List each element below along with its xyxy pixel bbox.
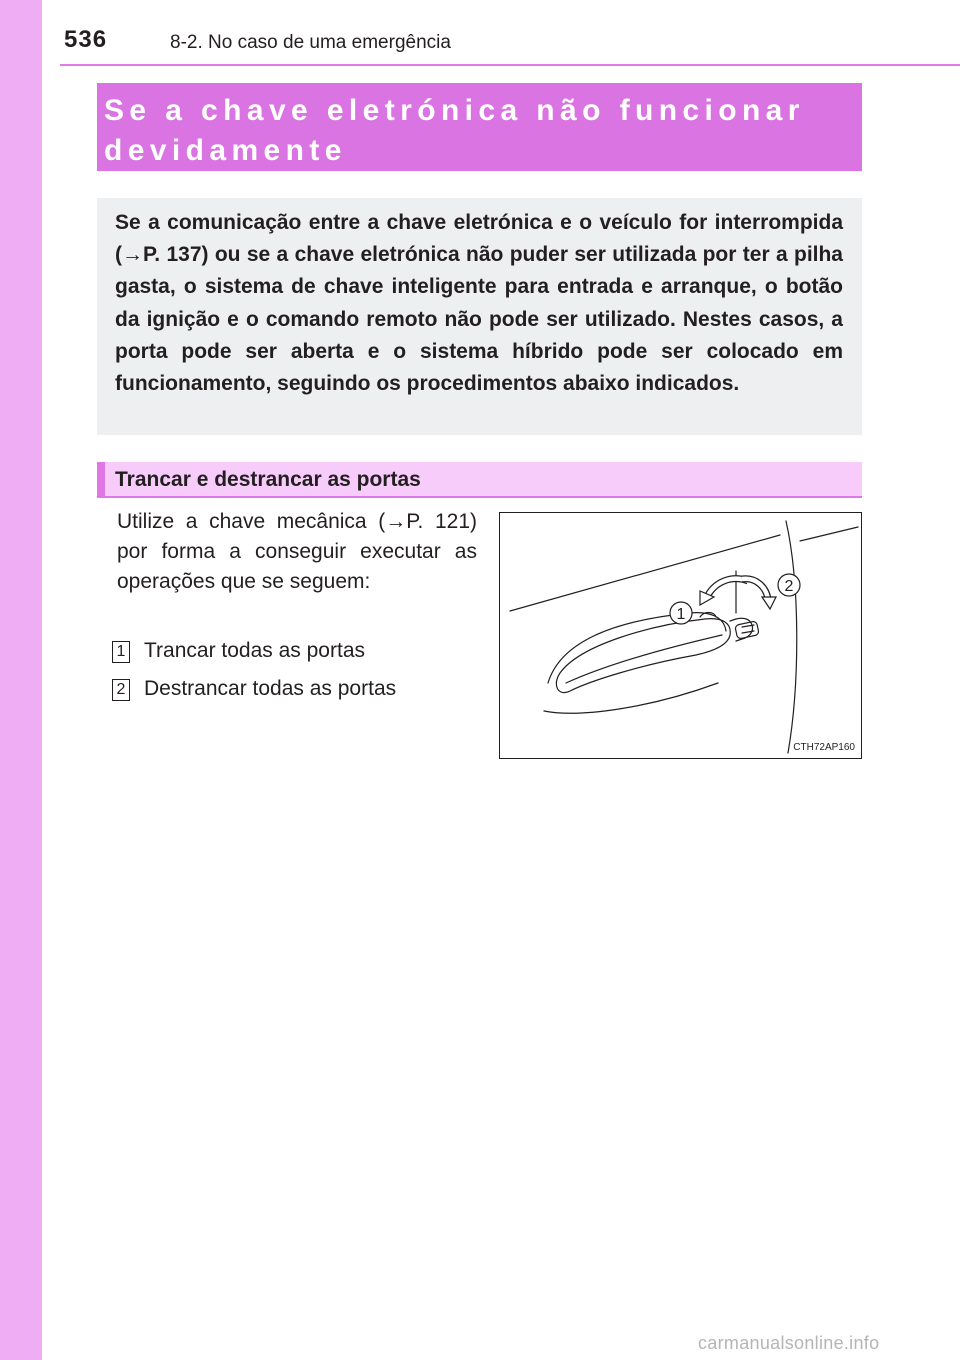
side-tab-strip xyxy=(0,0,42,1360)
step-number-badge: 2 xyxy=(112,679,130,701)
callout-label-1: 1 xyxy=(676,606,686,623)
illustration-code: CTH72AP160 xyxy=(793,742,855,753)
door-handle-illustration xyxy=(499,512,862,759)
section-title-line1: Se a chave eletrónica não funcionar xyxy=(104,94,805,127)
watermark: carmanualsonline.info xyxy=(698,1333,880,1353)
step-number-badge: 1 xyxy=(112,641,130,663)
instruction-text: Utilize a chave mecânica (→P. 121) por forma a conseguir executar as operações que se seguem: xyxy=(117,510,477,593)
subsection-title: Trancar e destrancar as portas xyxy=(97,462,862,498)
step-label: Destrancar todas as portas xyxy=(144,677,397,700)
section-title xyxy=(97,83,862,171)
page-number: 536 xyxy=(64,26,108,53)
intro-box xyxy=(97,198,862,435)
intro-text: Se a comunicação entre a chave eletrónica e o veículo for interrompida (→P. 137) ou se a chave eletrónica não puder ser utilizada por ter a pilha gasta, o sistema de chave inteligente para entrada e arranque, o botão da ignição e o comando remoto não pode ser utilizado. Nestes casos, a porta pode ser aberta e o sistema híbrido pode ser colocado em funcionamento, seguindo os procedimentos abaixo indicados. xyxy=(115,211,843,396)
step-label: Trancar todas as portas xyxy=(144,639,365,662)
chapter-header: 8-2. No caso de uma emergência xyxy=(170,32,451,53)
callout-label-2: 2 xyxy=(784,578,794,595)
door-handle-drawing xyxy=(500,513,861,758)
header-rule xyxy=(60,64,960,66)
section-title-line2: devidamente xyxy=(104,134,347,167)
